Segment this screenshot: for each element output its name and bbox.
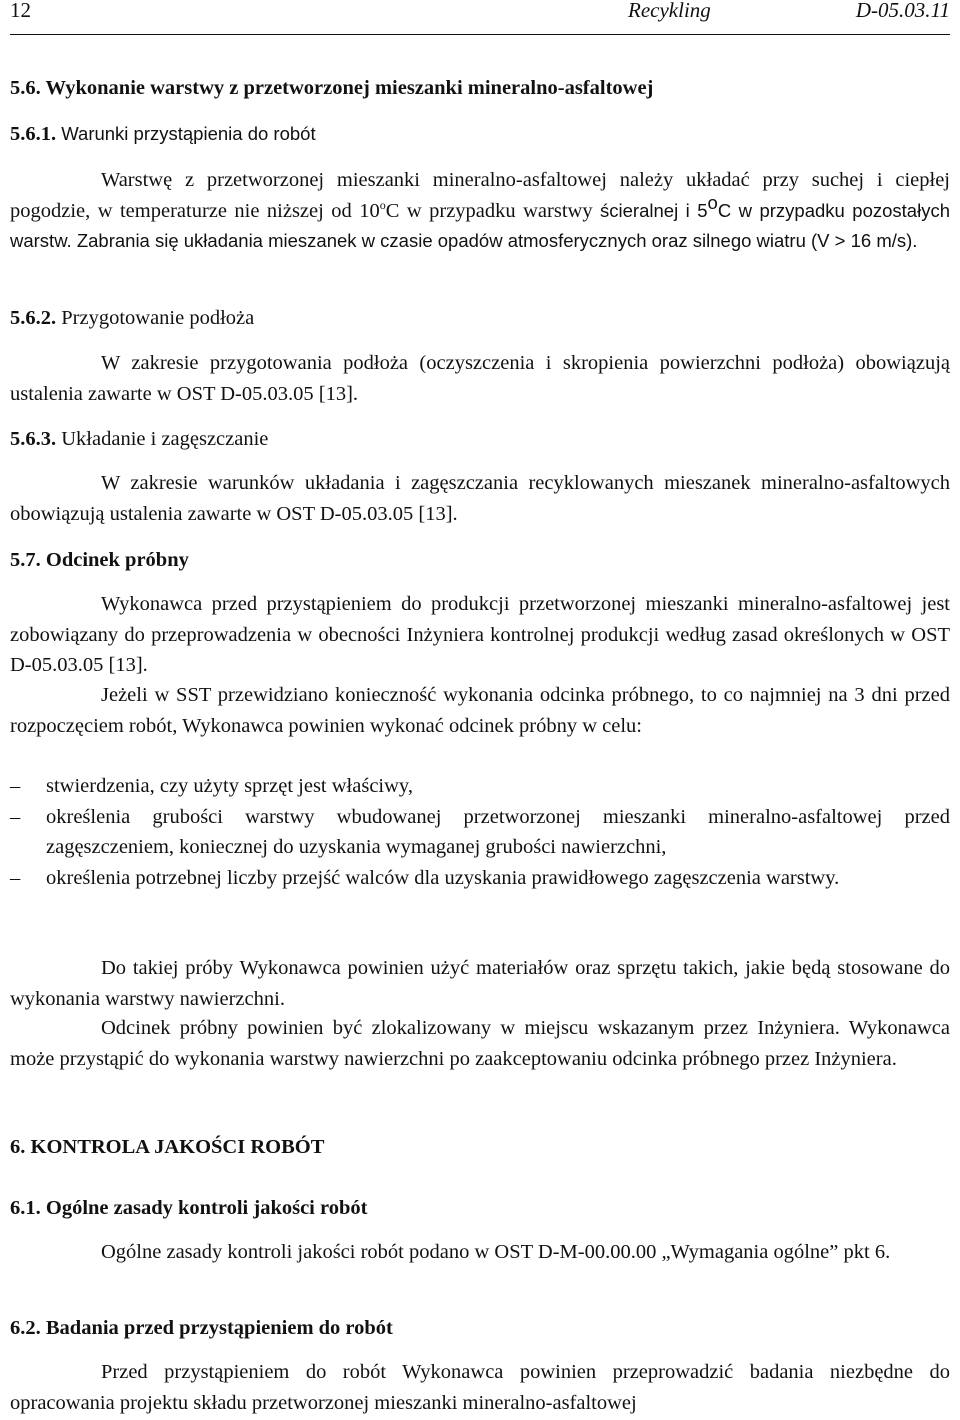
section-5-7-heading xyxy=(10,545,950,576)
section-5-6-3-heading xyxy=(10,424,950,455)
list-item xyxy=(10,771,950,802)
paragraph-text-sans: C w przypadku pozostałych warstw. xyxy=(10,199,950,251)
section-5-6-3-paragraph: W zakresie warunków układania i zagęszczania recyklowanych mieszanek mineralno-asfaltowych obowiązują ustalenia zawarte w OST D-05.03.05 [13]. xyxy=(10,472,950,525)
section-5-6-1-heading xyxy=(10,119,950,150)
section-number: 5.7. xyxy=(10,549,41,571)
section-5-6-2-paragraph: W zakresie przygotowania podłoża (oczyszczenia i skropienia powierzchni podłoża) obowiązują ustalenia zawarte w OST D-05.03.05 [13]. xyxy=(10,352,950,405)
section-title: Warunki przystąpienia do robót xyxy=(61,123,316,144)
section-title: Układanie i zagęszczanie xyxy=(56,428,269,450)
header-title: Recykling xyxy=(628,0,711,22)
section-title: Odcinek próbny xyxy=(40,549,189,571)
list-item xyxy=(10,802,950,863)
trial-section-purpose-list xyxy=(10,771,950,893)
section-6-heading: 6. KONTROLA JAKOŚCI ROBÓT xyxy=(10,1136,325,1158)
list-item-text: stwierdzenia, czy użyty sprzęt jest właściwy, xyxy=(46,775,413,797)
degree-superscript: o xyxy=(379,197,386,212)
list-item-text: określenia potrzebnej liczby przejść walców dla uzyskania prawidłowego zagęszczenia warstwy. xyxy=(46,866,840,889)
section-title: Przygotowanie podłoża xyxy=(56,307,255,329)
section-5-6-2-heading xyxy=(10,303,950,334)
section-5-7-paragraph-2: Jeżeli w SST przewidziano konieczność wykonania odcinka próbnego, to co najmniej na 3 dni przed rozpoczęciem robót, Wykonawca powinien wykonać odcinek próbny w celu: xyxy=(10,684,950,737)
paragraph-text-sans: Zabrania się układania mieszanek w czasie opadów atmosferycznych oraz silnego wiatru (V > 16 m/s). xyxy=(71,230,918,251)
page-header xyxy=(10,0,950,35)
section-number: 5.6.1. xyxy=(10,123,57,145)
page-number: 12 xyxy=(10,0,31,22)
section-5-7-paragraph-1: Wykonawca przed przystąpieniem do produkcji przetworzonej mieszanki mineralno-asfaltowej jest zobowiązany do przeprowadzenia w obecności Inżyniera kontrolnej produkcji według zasad określonych w OST D-05.03.05 [13]. xyxy=(10,593,950,676)
section-5-6-heading: 5.6. Wykonanie warstwy z przetworzonej mieszanki mineralno-asfaltowej xyxy=(10,77,654,99)
section-number: 5.6.3. xyxy=(10,428,57,450)
document-page xyxy=(10,0,950,1414)
paragraph-text: C w przypadku warstwy xyxy=(385,199,601,222)
header-code: D-05.03.11 xyxy=(855,0,950,22)
dash-bullet: – xyxy=(10,805,21,828)
section-6-1-heading: 6.1. Ogólne zasady kontroli jakości robót xyxy=(10,1197,368,1219)
degree-superscript: o xyxy=(707,191,718,213)
section-5-6-1-paragraph xyxy=(10,165,950,257)
paragraph-text: Warstwę z przetworzonej mieszanki mineralno-asfaltowej należy układać przy suchej i ciepłej pogodzie, w temperaturze nie niższej od 10 xyxy=(10,169,950,222)
section-number: 5.6.2. xyxy=(10,307,57,329)
paragraph-text-sans: ścieralnej i 5 xyxy=(600,199,708,221)
dash-bullet: – xyxy=(10,775,21,797)
dash-bullet: – xyxy=(10,866,21,889)
section-6-2-heading: 6.2. Badania przed przystąpieniem do robót xyxy=(10,1317,393,1339)
section-6-2-paragraph: Przed przystąpieniem do robót Wykonawca powinien przeprowadzić badania niezbędne do opracowania projektu składu przetworzonej mieszanki mineralno-asfaltowej xyxy=(10,1361,950,1414)
section-6-1-paragraph: Ogólne zasady kontroli jakości robót podano w OST D-M-00.00.00 „Wymagania ogólne” pkt 6. xyxy=(101,1241,891,1263)
section-5-7-paragraph-4: Odcinek próbny powinien być zlokalizowany w miejscu wskazanym przez Inżyniera. Wykonawca może przystąpić do wykonania warstwy nawierzchni po zaakceptowaniu odcinka próbnego przez Inżyniera. xyxy=(10,1017,950,1070)
section-5-7-paragraph-3: Do takiej próby Wykonawca powinien użyć materiałów oraz sprzętu takich, jakie będą stosowane do wykonania warstwy nawierzchni. xyxy=(10,957,950,1010)
list-item xyxy=(10,863,950,894)
list-item-text: określenia grubości warstwy wbudowanej przetworzonej mieszanki mineralno-asfaltowej przed zagęszczeniem, koniecznej do uzyskania wymaganej grubości nawierzchni, xyxy=(46,805,950,858)
